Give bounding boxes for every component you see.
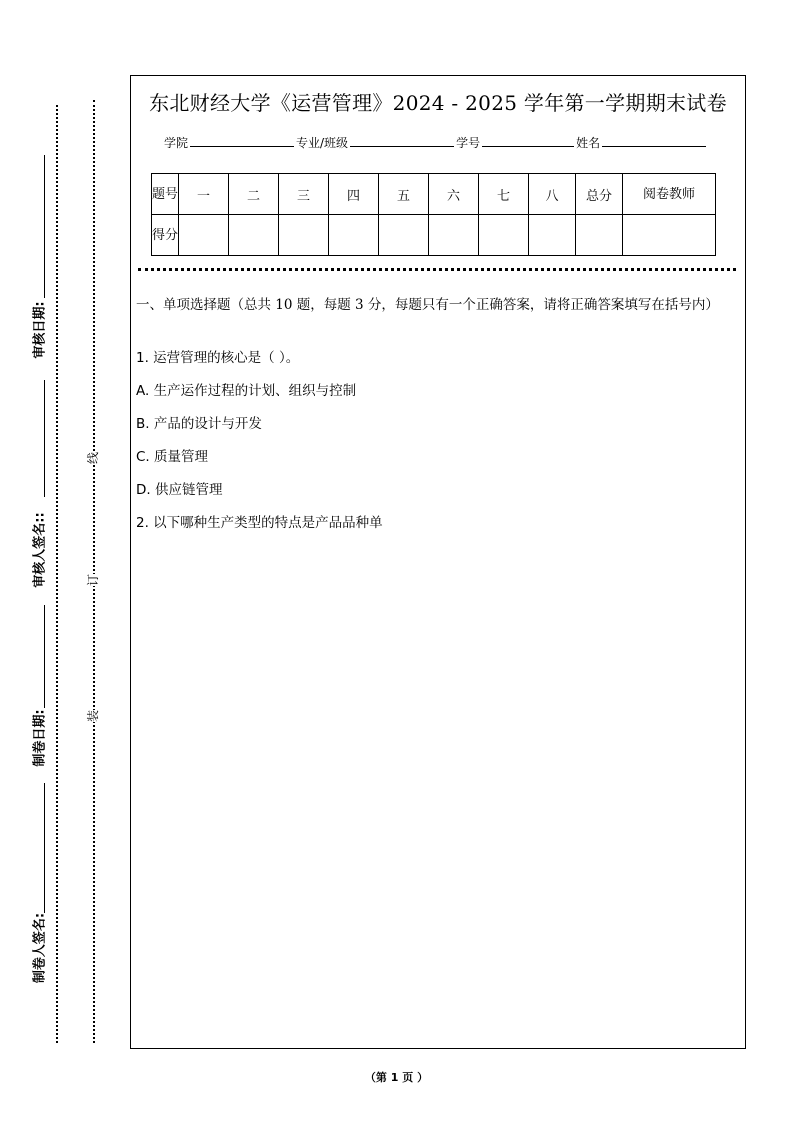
option-b: B. 产品的设计与开发 — [136, 416, 262, 432]
field-college-label: 学院 — [164, 136, 189, 150]
row-label-score: 得分 — [152, 215, 179, 256]
col-header-5: 五 — [379, 174, 429, 215]
col-header-8: 八 — [529, 174, 576, 215]
review-signature-label: 审核人签名:: — [32, 512, 48, 588]
page-footer: （第 1 页 ） — [364, 1071, 429, 1084]
row-label-question-no: 题号 — [152, 174, 179, 215]
dotted-separator — [138, 268, 736, 271]
bind-char-xian: 线 — [86, 451, 101, 465]
field-id-label: 学号 — [456, 136, 481, 150]
col-header-6: 六 — [429, 174, 479, 215]
score-cell[interactable] — [179, 215, 229, 256]
score-cell[interactable] — [329, 215, 379, 256]
col-header-2: 二 — [229, 174, 279, 215]
score-cell[interactable] — [479, 215, 529, 256]
binding-dotted-line-inner — [93, 100, 95, 1043]
question-2: 2. 以下哪种生产类型的特点是产品品种单 — [136, 515, 383, 531]
review-signature-line — [44, 380, 45, 497]
score-table — [151, 173, 716, 256]
prep-date-line — [44, 605, 45, 708]
col-header-7: 七 — [479, 174, 529, 215]
student-info-row — [164, 134, 708, 151]
score-cell[interactable] — [229, 215, 279, 256]
field-name-label: 姓名 — [576, 136, 601, 150]
col-header-1: 一 — [179, 174, 229, 215]
score-cell-reviewer[interactable] — [623, 215, 716, 256]
exam-frame — [130, 75, 746, 1049]
field-major-input[interactable] — [350, 134, 454, 147]
bind-char-ding: 订 — [86, 573, 101, 587]
prep-signature-label: 制卷人签名: — [32, 912, 48, 984]
col-header-4: 四 — [329, 174, 379, 215]
option-d: D. 供应链管理 — [136, 482, 223, 498]
option-a: A. 生产运作过程的计划、组织与控制 — [136, 383, 357, 399]
col-header-total: 总分 — [576, 174, 623, 215]
field-college-input[interactable] — [190, 134, 294, 147]
field-id-input[interactable] — [482, 134, 574, 147]
prep-signature-line — [44, 783, 45, 913]
exam-title: 东北财经大学《运营管理》2024 - 2025 学年第一学期期末试卷 — [149, 91, 727, 115]
field-major-label: 专业/班级 — [296, 136, 349, 150]
bind-char-zhuang: 装 — [86, 709, 101, 723]
score-cell[interactable] — [429, 215, 479, 256]
field-name-input[interactable] — [602, 134, 706, 147]
option-c: C. 质量管理 — [136, 449, 209, 465]
score-cell[interactable] — [529, 215, 576, 256]
review-date-line — [44, 155, 45, 298]
prep-date-label: 制卷日期: — [32, 709, 48, 767]
col-header-reviewer: 阅卷教师 — [623, 174, 716, 215]
binding-dotted-line-outer — [56, 105, 58, 1043]
question-1: 1. 运营管理的核心是（ ）。 — [136, 350, 300, 366]
score-table-header-row — [152, 174, 716, 215]
score-table-score-row — [152, 215, 716, 256]
section-1-heading: 一、单项选择题（总共 10 题，每题 3 分，每题只有一个正确答案，请将正确答案填写在括号内） — [136, 297, 719, 313]
score-cell[interactable] — [279, 215, 329, 256]
col-header-3: 三 — [279, 174, 329, 215]
score-cell[interactable] — [379, 215, 429, 256]
score-cell-total[interactable] — [576, 215, 623, 256]
review-date-label: 审核日期: — [32, 301, 48, 359]
